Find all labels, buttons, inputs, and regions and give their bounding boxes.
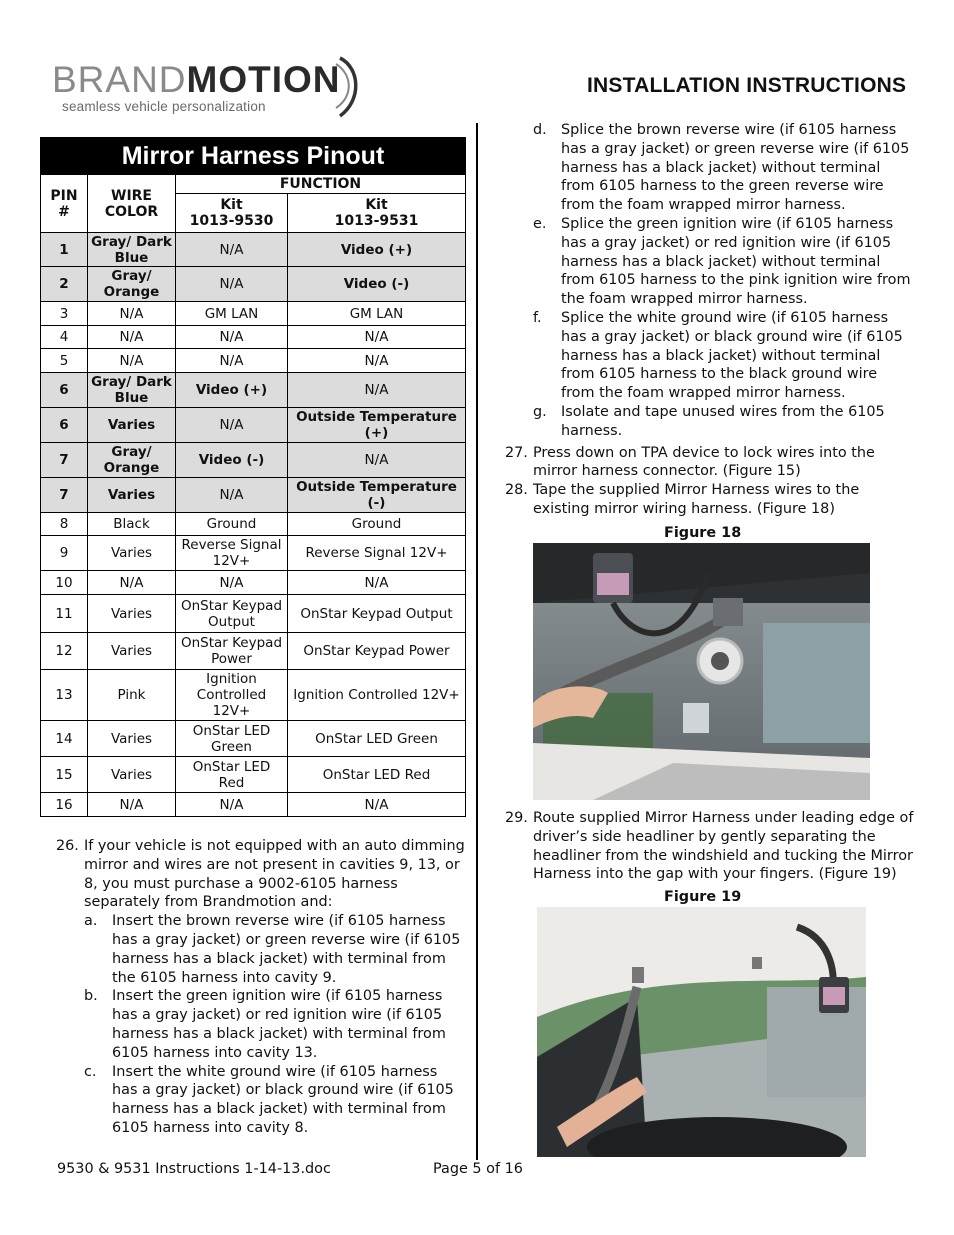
- pin-cell: 2: [41, 267, 88, 302]
- brand-logo: [52, 58, 364, 122]
- step-d-number: d.: [533, 122, 547, 138]
- kit-9531-cell: Ground: [288, 513, 466, 536]
- pin-cell: 3: [41, 302, 88, 326]
- wire-color-cell: Gray/ Dark Blue: [88, 373, 176, 408]
- table-row: [41, 513, 466, 536]
- pin-cell: 12: [41, 633, 88, 670]
- step-f-line: has a gray jacket) or black ground wire (if 6105: [561, 328, 903, 345]
- kit-9530-cell: N/A: [176, 349, 288, 373]
- pin-cell: 6: [41, 408, 88, 443]
- step-26-b-line: 6105 harness into cavity 13.: [112, 1044, 318, 1061]
- step-26-b-line: harness has a black jacket) with terminal from: [112, 1026, 446, 1042]
- kit-9530-cell: N/A: [176, 571, 288, 595]
- pin-cell: 13: [41, 670, 88, 721]
- table-row: [41, 595, 466, 633]
- wire-color-cell: Varies: [88, 408, 176, 443]
- step-26-b-number: b.: [84, 988, 98, 1005]
- step-e-line: harness has a black jacket) without terminal: [561, 253, 881, 270]
- step-26-c-line: harness has a black jacket) with terminal from: [112, 1101, 446, 1118]
- kit-9530-cell: OnStar Keypad Output: [176, 595, 288, 633]
- wire-color-cell: Gray/ Orange: [88, 267, 176, 302]
- table-row: [41, 373, 466, 408]
- step-26-c-number: c.: [84, 1063, 97, 1080]
- step-f-number: f.: [533, 310, 542, 326]
- pin-cell: 16: [41, 793, 88, 817]
- table-row: [41, 536, 466, 571]
- step-f-line: from 6105 harness to the black ground wire: [561, 366, 878, 383]
- step-28-line: existing mirror wiring harness. (Figure 18): [533, 501, 835, 517]
- kit-9530-cell: OnStar LED Red: [176, 757, 288, 793]
- kit-9531-cell: N/A: [288, 349, 466, 373]
- kit-9531-cell: OnStar Keypad Power: [288, 633, 466, 670]
- kit-9531-cell: Video (+): [288, 233, 466, 267]
- pinout-table: [40, 137, 466, 817]
- wire-color-cell: Gray/ Orange: [88, 443, 176, 478]
- step-d-line: harness has a black jacket) without terminal: [561, 159, 881, 176]
- footer-page-number: Page 5 of 16: [433, 1161, 523, 1177]
- pinout-body: [41, 233, 466, 817]
- table-row: [41, 349, 466, 373]
- kit-9531-cell: Video (-): [288, 267, 466, 302]
- kit-9530-cell: N/A: [176, 233, 288, 267]
- step-28-line: Tape the supplied Mirror Harness wires to the: [533, 482, 860, 499]
- logo-arc-icon: [334, 54, 364, 120]
- table-row: [41, 571, 466, 595]
- table-row: [41, 633, 466, 670]
- wire-color-cell: N/A: [88, 349, 176, 373]
- pin-cell: 1: [41, 233, 88, 267]
- step-27-line: Press down on TPA device to lock wires into the: [533, 444, 875, 461]
- step-g-line: harness.: [561, 422, 623, 439]
- table-row: [41, 793, 466, 817]
- table-row: [41, 443, 466, 478]
- step-29-number: 29.: [505, 810, 528, 826]
- step-29-line: Route supplied Mirror Harness under leading edge of: [533, 810, 914, 826]
- column-divider: [476, 123, 478, 1160]
- table-row: [41, 408, 466, 443]
- wire-color-cell: Varies: [88, 633, 176, 670]
- step-26-line: separately from Brandmotion and:: [84, 894, 333, 911]
- kit-9530-cell: N/A: [176, 478, 288, 513]
- table-row: [41, 267, 466, 302]
- kit-9531-cell: N/A: [288, 373, 466, 408]
- pin-cell: 6: [41, 373, 88, 408]
- step-26-line: If your vehicle is not equipped with an auto dimming: [84, 838, 465, 854]
- table-row: [41, 670, 466, 721]
- step-26-a-line: Insert the brown reverse wire (if 6105 harness: [112, 913, 446, 930]
- step-e-line: the foam wrapped mirror harness.: [561, 291, 808, 308]
- pin-cell: 9: [41, 536, 88, 571]
- step-26-a-line: has a gray jacket) or green reverse wire (if 6105: [112, 932, 461, 948]
- step-d-line: has a gray jacket) or green reverse wire (if 6105: [561, 140, 910, 157]
- col-header-wire: WIRE COLOR: [88, 175, 176, 233]
- kit-9531-cell: Reverse Signal 12V+: [288, 536, 466, 571]
- pin-cell: 8: [41, 513, 88, 536]
- pin-cell: 7: [41, 443, 88, 478]
- kit-9530-cell: Ignition Controlled 12V+: [176, 670, 288, 721]
- pin-cell: 14: [41, 721, 88, 757]
- step-26-a-line: the 6105 harness into cavity 9.: [112, 969, 337, 986]
- step-g-number: g.: [533, 404, 547, 420]
- step-d-line: from 6105 harness to the green reverse wire: [561, 178, 884, 195]
- kit-9530-cell: N/A: [176, 326, 288, 349]
- step-26-number: 26.: [56, 838, 79, 854]
- kit-9531-cell: GM LAN: [288, 302, 466, 326]
- step-26-a-number: a.: [84, 913, 98, 930]
- step-e-line: from 6105 harness to the pink ignition wire from: [561, 272, 911, 289]
- table-row: [41, 757, 466, 793]
- step-27-line: mirror harness connector. (Figure 15): [533, 463, 801, 480]
- pin-cell: 15: [41, 757, 88, 793]
- pin-cell: 10: [41, 571, 88, 595]
- step-29-line: driver’s side headliner by gently separating the: [533, 828, 876, 845]
- kit1-label: Kit: [220, 197, 243, 213]
- wire-color-cell: N/A: [88, 302, 176, 326]
- logo-motion-text: MOTION: [186, 59, 341, 100]
- kit-9530-cell: Reverse Signal 12V+: [176, 536, 288, 571]
- step-26-c-line: has a gray jacket) or black ground wire (if 6105: [112, 1082, 454, 1099]
- step-26-line: mirror and wires are not present in cavities 9, 13, or: [84, 856, 460, 873]
- table-row: [41, 326, 466, 349]
- step-29-line: headliner from the windshield and tucking the Mirror: [533, 847, 913, 864]
- table-title: Mirror Harness Pinout: [41, 138, 466, 175]
- step-26-line: 8, you must purchase a 9002-6105 harness: [84, 875, 398, 892]
- step-f-line: from the foam wrapped mirror harness.: [561, 385, 846, 402]
- kit-9531-cell: OnStar LED Red: [288, 757, 466, 793]
- wire-color-cell: N/A: [88, 571, 176, 595]
- kit-9530-cell: OnStar Keypad Power: [176, 633, 288, 670]
- table-row: [41, 478, 466, 513]
- kit1-number: 1013-9530: [189, 213, 274, 229]
- kit-9531-cell: Outside Temperature (-): [288, 478, 466, 513]
- kit-9531-cell: N/A: [288, 571, 466, 595]
- logo-tagline: seamless vehicle personalization: [62, 99, 266, 114]
- kit-9530-cell: GM LAN: [176, 302, 288, 326]
- pin-cell: 4: [41, 326, 88, 349]
- step-e-line: Splice the green ignition wire (if 6105 harness: [561, 216, 894, 232]
- table-row: [41, 233, 466, 267]
- footer-doc-name: 9530 & 9531 Instructions 1-14-13.doc: [57, 1161, 331, 1177]
- step-f-line: harness has a black jacket) without terminal: [561, 347, 881, 364]
- table-row: [41, 302, 466, 326]
- kit-9530-cell: Video (-): [176, 443, 288, 478]
- kit-9530-cell: OnStar LED Green: [176, 721, 288, 757]
- kit2-number: 1013-9531: [334, 213, 419, 229]
- kit-9530-cell: N/A: [176, 793, 288, 817]
- kit-9531-cell: OnStar Keypad Output: [288, 595, 466, 633]
- step-f-line: Splice the white ground wire (if 6105 harness: [561, 310, 889, 326]
- wire-color-cell: Varies: [88, 536, 176, 571]
- kit2-label: Kit: [365, 197, 388, 213]
- table-row: [41, 721, 466, 757]
- step-g-line: Isolate and tape unused wires from the 6105: [561, 404, 885, 420]
- logo-brand-text: BRAND: [52, 59, 187, 100]
- pin-cell: 5: [41, 349, 88, 373]
- step-26-c-line: 6105 harness into cavity 8.: [112, 1120, 309, 1136]
- figure-19-photo: [537, 907, 866, 1157]
- kit-9531-cell: N/A: [288, 443, 466, 478]
- wire-color-cell: Varies: [88, 757, 176, 793]
- page-title: INSTALLATION INSTRUCTIONS: [587, 74, 907, 97]
- logo-wordmark: [52, 58, 341, 102]
- step-e-line: has a gray jacket) or red ignition wire (if 6105: [561, 234, 892, 251]
- step-d-line: Splice the brown reverse wire (if 6105 harness: [561, 122, 897, 138]
- wire-color-cell: Varies: [88, 595, 176, 633]
- kit-9531-cell: N/A: [288, 326, 466, 349]
- wire-color-cell: Black: [88, 513, 176, 536]
- kit-9531-cell: Outside Temperature (+): [288, 408, 466, 443]
- pin-cell: 11: [41, 595, 88, 633]
- step-27-number: 27.: [505, 444, 528, 461]
- step-28-number: 28.: [505, 482, 528, 499]
- step-d-line: from the foam wrapped mirror harness.: [561, 197, 846, 214]
- wire-color-cell: Pink: [88, 670, 176, 721]
- wire-color-cell: Varies: [88, 478, 176, 513]
- kit-9530-cell: Video (+): [176, 373, 288, 408]
- figure-19-caption: Figure 19: [664, 889, 742, 905]
- step-26-a-line: harness has a black jacket) with terminal from: [112, 950, 446, 967]
- wire-color-cell: Varies: [88, 721, 176, 757]
- kit-9530-cell: N/A: [176, 267, 288, 302]
- kit-9531-cell: N/A: [288, 793, 466, 817]
- kit-9530-cell: Ground: [176, 513, 288, 536]
- wire-color-cell: Gray/ Dark Blue: [88, 233, 176, 267]
- step-e-number: e.: [533, 216, 547, 232]
- col-header-kit-9530: [176, 194, 288, 233]
- kit-9531-cell: Ignition Controlled 12V+: [288, 670, 466, 721]
- figure-18-caption: Figure 18: [664, 525, 742, 541]
- step-26-c-line: Insert the white ground wire (if 6105 harness: [112, 1063, 438, 1080]
- pin-cell: 7: [41, 478, 88, 513]
- wire-color-cell: N/A: [88, 793, 176, 817]
- step-29-line: Harness into the gap with your fingers. (Figure 19): [533, 866, 897, 883]
- figure-18-photo: [533, 543, 870, 800]
- step-26-b-line: Insert the green ignition wire (if 6105 harness: [112, 988, 443, 1005]
- kit-9530-cell: N/A: [176, 408, 288, 443]
- col-header-kit-9531: [288, 194, 466, 233]
- step-26-b-line: has a gray jacket) or red ignition wire (if 6105: [112, 1007, 443, 1024]
- function-header: FUNCTION: [176, 175, 466, 194]
- wire-color-cell: N/A: [88, 326, 176, 349]
- col-header-pin: PIN #: [41, 175, 88, 233]
- kit-9531-cell: OnStar LED Green: [288, 721, 466, 757]
